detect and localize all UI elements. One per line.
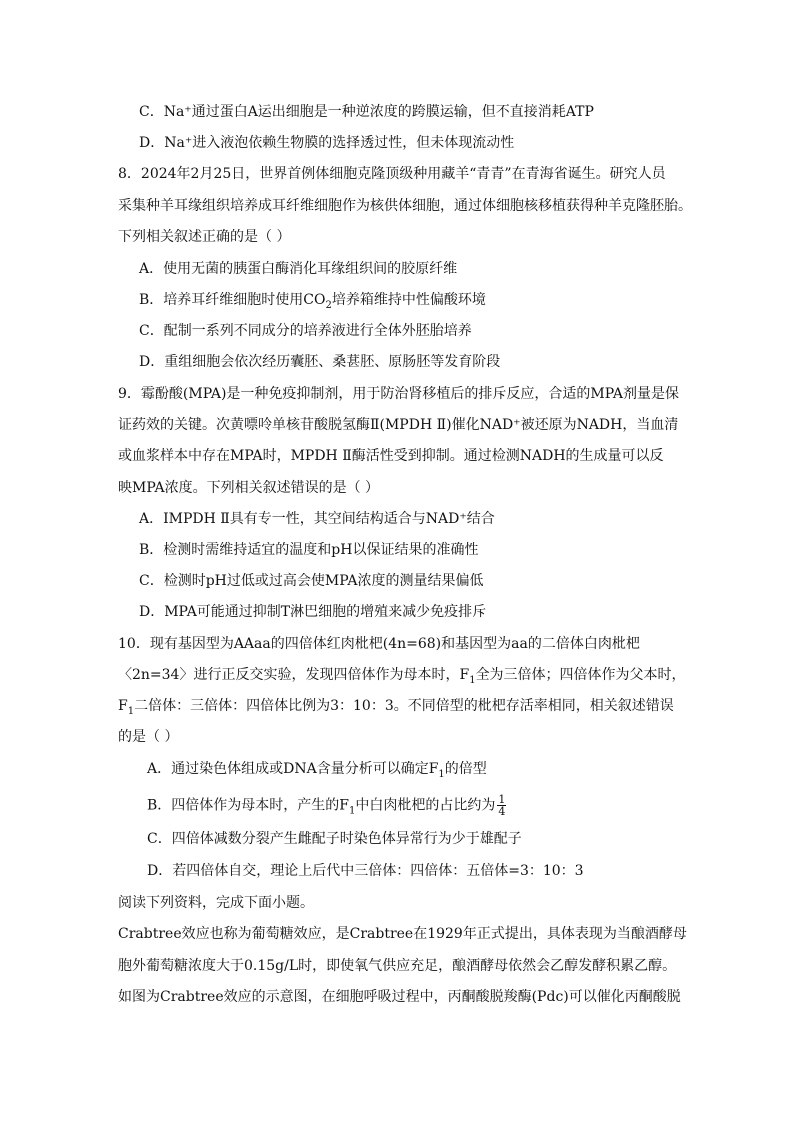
q7-option-c: C．Na⁺通过蛋白A运出细胞是一种逆浓度的跨膜运输，但不直接消耗ATP [139, 104, 594, 120]
q8-stem-line-1: 8．2024年2月25日，世界首例体细胞克隆顶级种用藏羊“青青”在青海省诞生。研究人员 [118, 166, 666, 182]
q8-stem-line-2: 采集种羊耳缘组织培养成耳纤维细胞作为核供体细胞，通过体细胞核移植获得种羊克隆胚胎。 [118, 198, 692, 214]
q9-option-c: C．检测时pH过低或过高会使MPA浓度的测量结果偏低 [139, 573, 484, 589]
q8-stem-line-3: 下列相关叙述正确的是（ ） [118, 229, 291, 245]
q10-stem-line-1: 10．现有基因型为AAaa的四倍体红肉枇杷(4n=68)和基因型为aa的二倍体白肉枇杷 [118, 636, 640, 652]
q9-option-b: B．检测时需维持适宜的温度和pH以保证结果的准确性 [139, 542, 479, 558]
q10-stem-line-3: $F_1$二倍体：三倍体：四倍体比例为3：10：3。不同倍型的枇杷存活率相同，相关叙述错误 [118, 698, 674, 717]
q8-option-c: C．配制一系列不同成分的培养液进行全体外胚胎培养 [139, 323, 472, 339]
q10-option-b: B．四倍体作为母本时，产生的$F_1$中白肉枇杷的占比约为 $\frac{1}{4}$ [147, 793, 506, 818]
q9-option-a: A．IMPDH Ⅱ具有专一性，其空间结构适合与NAD⁺结合 [139, 511, 495, 527]
q8-option-d: D．重组细胞会依次经历囊胚、桑葚胚、原肠胚等发育阶段 [139, 354, 501, 370]
fraction: $\frac{1}{4}$ [498, 793, 506, 818]
reading-paragraph-line-2: 胞外葡萄糖浓度大于0.15g/L时，即使氧气供应充足，酿酒酵母依然会乙醇发酵积累乙醇。 [118, 958, 677, 974]
q9-stem-line-2: 证药效的关键。次黄嘌呤单核苷酸脱氢酶Ⅱ(MPDH Ⅱ)催化NAD⁺被还原为NADH，当血清 [118, 417, 679, 433]
q9-stem-line-4: 映MPA浓度。下列相关叙述错误的是（ ） [118, 480, 380, 496]
reading-paragraph-line-3: 如图为Crabtree效应的示意图，在细胞呼吸过程中，丙酮酸脱羧酶(Pdc)可以催化丙酮酸脱 [118, 989, 681, 1005]
q9-stem-line-1: 9．霉酚酸(MPA)是一种免疫抑制剂，用于防治肾移植后的排斥反应，合适的MPA剂量是保 [118, 386, 679, 402]
q8-option-a: A．使用无菌的胰蛋白酶消化耳缘组织间的胶原纤维 [139, 261, 458, 277]
q10-stem-line-4: 的是（ ） [118, 729, 179, 745]
q8-option-b: B．培养耳纤维细胞时使用$CO_2$培养箱维持中性偏酸环境 [139, 292, 486, 311]
q9-option-d: D．MPA可能通过抑制T淋巴细胞的增殖来减少免疫排斥 [139, 604, 487, 620]
q10-option-a: A．通过染色体组成或DNA含量分析可以确定$F_1$的倍型 [147, 761, 487, 780]
q10-option-d: D．若四倍体自交，理论上后代中三倍体：四倍体：五倍体=3：10：3 [147, 863, 584, 879]
q9-stem-line-3: 或血浆样本中存在MPA时，MPDH Ⅱ酶活性受到抑制。通过检测NADH的生成量可以反 [118, 448, 664, 464]
q10-stem-line-2: 〈2n=34〉进行正反交实验，发现四倍体作为母本时，$F_1$全为三倍体；四倍体作为父本时， [118, 667, 686, 686]
reading-intro: 阅读下列资料，完成下面小题。 [118, 895, 314, 911]
reading-paragraph-line-1: Crabtree效应也称为葡萄糖效应，是Crabtree在1929年正式提出，具体表现为当酿酒酵母 [118, 926, 687, 942]
q7-option-d: D．Na⁺进入液泡依赖生物膜的选择透过性，但未体现流动性 [139, 135, 515, 151]
q10-option-c: C．四倍体减数分裂产生雌配子时染色体异常行为少于雄配子 [147, 831, 522, 847]
